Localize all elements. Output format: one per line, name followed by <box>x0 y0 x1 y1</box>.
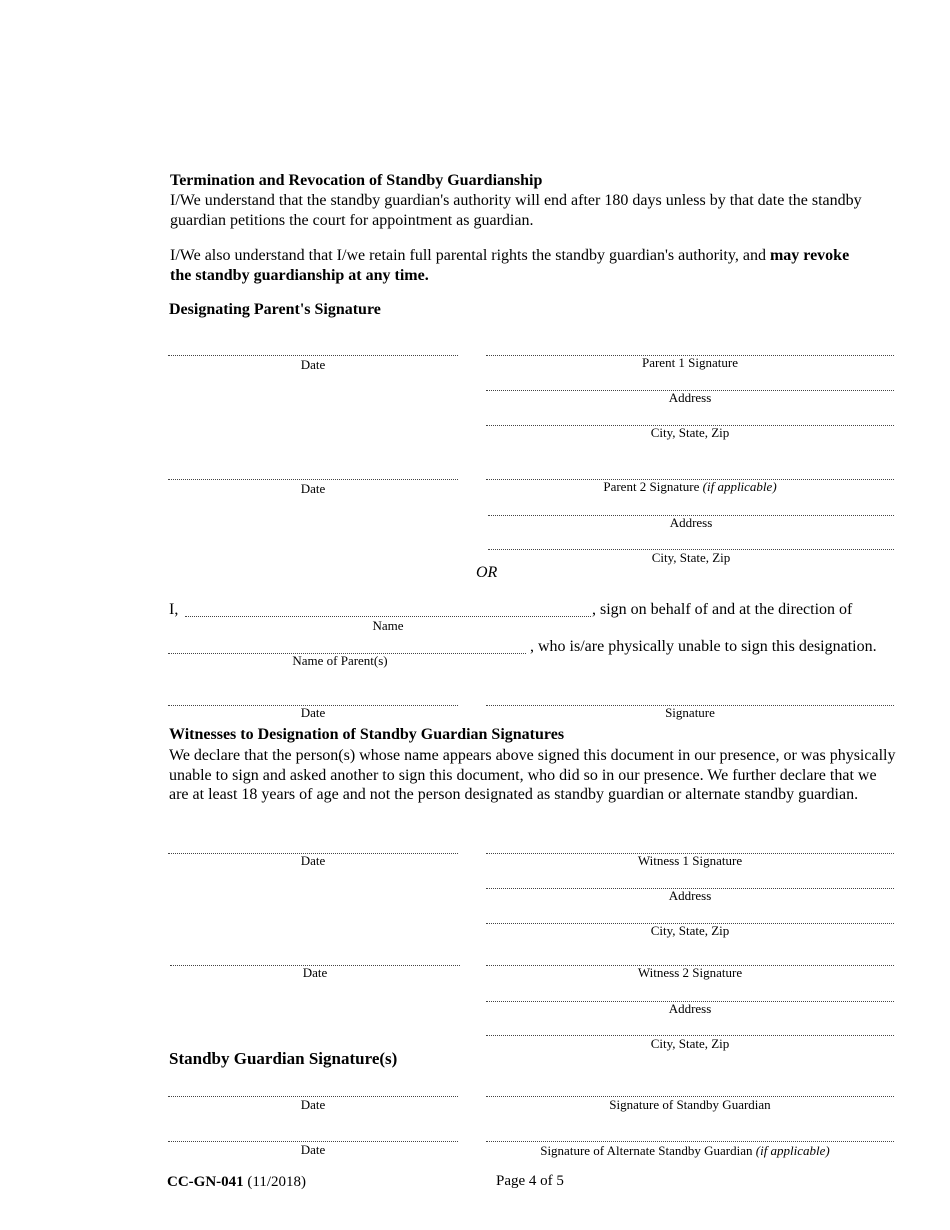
parent2-signature-text: Parent 2 Signature <box>603 479 700 494</box>
alternate-signature-line[interactable] <box>486 1141 894 1142</box>
parent2-if-applicable: (if applicable) <box>702 479 777 494</box>
signer-name-label: Name <box>372 618 404 633</box>
witness2-city-label: City, State, Zip <box>650 1036 730 1051</box>
revoke-emphasis: may revoke the standby guardianship at any time. <box>170 247 850 284</box>
form-revision: (11/2018) <box>247 1174 307 1190</box>
guardian-signature-label: Signature of Standby Guardian <box>609 1097 771 1112</box>
parent1-date-line[interactable] <box>168 355 458 356</box>
parent1-date-label: Date <box>300 357 326 372</box>
guardian-signature-heading: Standby Guardian Signature(s) <box>169 1049 398 1068</box>
guardian-date-label: Date <box>300 1097 326 1112</box>
witness2-date-label: Date <box>302 965 328 980</box>
parent1-signature-label: Parent 1 Signature <box>641 355 739 370</box>
form-id-code: CC-GN-041 <box>167 1174 244 1190</box>
behalf-date-label: Date <box>300 705 326 720</box>
termination-paragraph-2 <box>170 246 870 285</box>
parent1-address-label: Address <box>668 390 712 405</box>
alternate-signature-text: Signature of Alternate Standby Guardian <box>540 1143 753 1158</box>
witnesses-heading: Witnesses to Designation of Standby Guardian Signatures <box>169 726 565 743</box>
witnesses-paragraph: We declare that the person(s) whose name appears above signed this document in our presence, or was physically unable to sign and asked another to sign this document, who did so in our presence. We further declare that we are at least 18 years of age and not the person designated as standby guardian or alternate standby guardian. <box>169 747 896 803</box>
parent2-date-line[interactable] <box>168 479 458 480</box>
signer-name-line[interactable] <box>185 616 591 617</box>
witness1-city-label: City, State, Zip <box>650 923 730 938</box>
parent-signature-heading: Designating Parent's Signature <box>169 301 381 318</box>
witness2-signature-label: Witness 2 Signature <box>637 965 743 980</box>
parent2-address-label: Address <box>669 515 713 530</box>
parent2-date-label: Date <box>300 481 326 496</box>
parent2-city-label: City, State, Zip <box>651 550 731 565</box>
alternate-signature-label <box>486 1143 884 1159</box>
parent1-city-label: City, State, Zip <box>650 425 730 440</box>
termination-heading: Termination and Revocation of Standby Guardianship <box>170 172 543 189</box>
parent-names-label: Name of Parent(s) <box>292 653 388 668</box>
alternate-date-label: Date <box>300 1142 326 1157</box>
termination-paragraph-1: I/We understand that the standby guardian's authority will end after 180 days unless by that date the standby guardian petitions the court for appointment as guardian. <box>170 192 862 229</box>
alternate-if-applicable: (if applicable) <box>755 1143 830 1158</box>
witness1-signature-label: Witness 1 Signature <box>637 853 743 868</box>
i-prefix: I, <box>169 601 179 618</box>
witness2-address-label: Address <box>668 1001 712 1016</box>
witness1-date-label: Date <box>300 853 326 868</box>
witness1-address-label: Address <box>668 888 712 903</box>
termination-paragraph-2-text: I/We also understand that I/we retain full parental rights the standby guardian's authority, and <box>170 247 770 264</box>
sign-on-behalf-text: , sign on behalf of and at the direction of <box>592 601 853 618</box>
parent2-signature-label <box>486 479 894 495</box>
unable-to-sign-text: , who is/are physically unable to sign this designation. <box>530 638 877 655</box>
page-number: Page 4 of 5 <box>496 1173 564 1189</box>
or-separator: OR <box>476 564 498 581</box>
behalf-signature-label: Signature <box>665 705 715 720</box>
form-id <box>167 1174 306 1191</box>
